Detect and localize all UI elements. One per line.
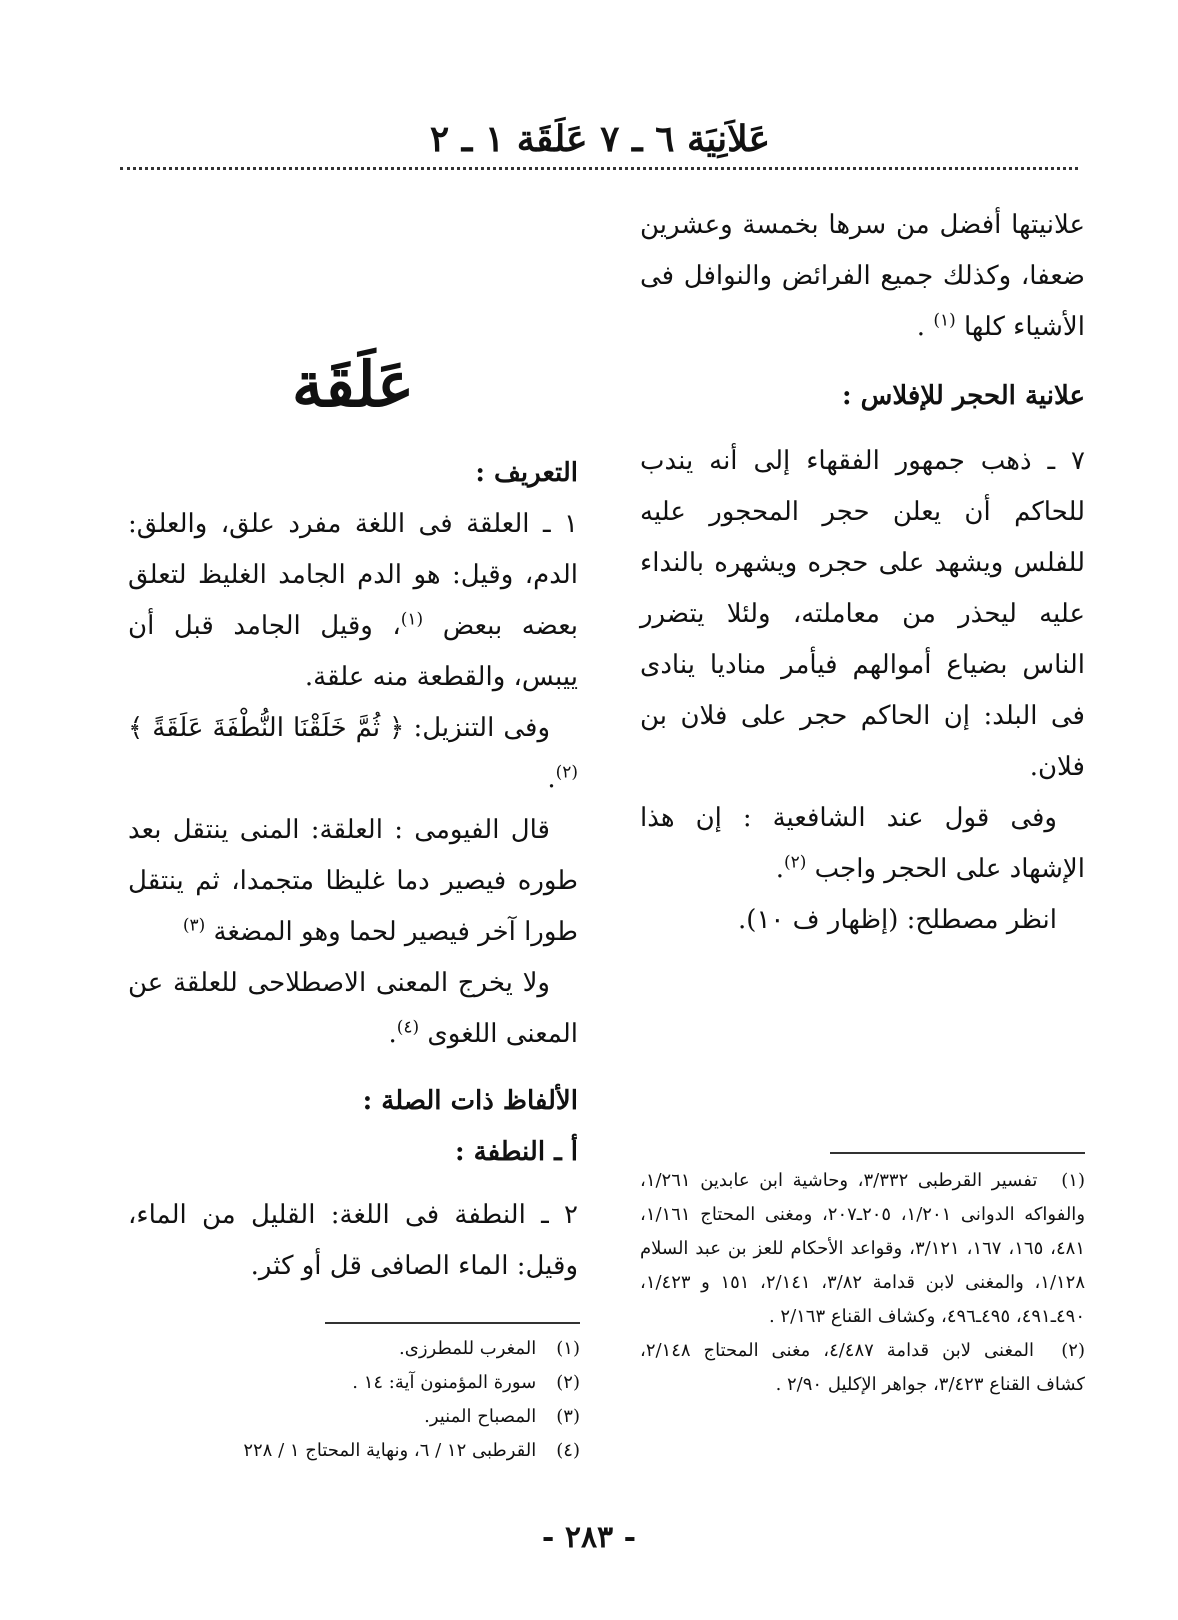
footnote-divider — [830, 1152, 1085, 1154]
running-header: عَلاَنِيَة ٦ ـ ٧ عَلَقَة ١ ـ ٢ — [429, 118, 771, 160]
footnote-ref: (١) — [400, 609, 424, 630]
paragraph-1: ١ ـ العلقة فى اللغة مفرد علق، والعلق: الدم، وقيل: هو الدم الجامد الغليظ لتعلق بعضه ببعض $^{(١)}$، وقيل الجامد قبل أن ييبس، والقطعة منه علقة. — [128, 509, 579, 692]
paragraph-7: ٧ ـ ذهب جمهور الفقهاء إلى أنه يندب للحاكم أن يعلن حجر المحجور عليه للفلس ويشهد على حجره ويشهره بالنداء عليه ليحذر من معاملته، ولئلا يتضرر الناس بضياع أموالهم فيأمر مناديا ينادى فى البلد: إن الحاكم حجر على فلان بن فلان. — [640, 446, 1085, 782]
shafii-paragraph: وفى قول عند الشافعية : إن هذا الإشهاد على الحجر واجب $^{(٢)}$. — [640, 803, 1085, 884]
related-terms-heading: الألفاظ ذات الصلة : — [362, 1086, 578, 1116]
entry-title: عَلَقَة — [291, 348, 415, 421]
footnote-item: (١) تفسير القرطبى ٣/٣٣٢، وحاشية ابن عابدين ١/٢٦١، والفواكه الدوانى ١/٢٠١، ٢٠٥ـ٢٠٧، ومغنى المحتاج ١/١٦١، ٤٨١، ١٦٥، ١٦٧، ٣/١٢١، وقواعد الأحكام للعز بن عبد السلام ١/١٢٨، والمغنى لابن قدامة ٣/٨٢، ٢/١٤١، ١٥١ و ١/٤٢٣، ٤٩٠ـ٤٩١، ٤٩٥ـ٤٩٦، وكشاف القناع ٢/١٦٣ . — [640, 1170, 1086, 1327]
footnote-ref: (٣) — [182, 915, 206, 936]
footnote-item: (٢) المغنى لابن قدامة ٤/٤٨٧، مغنى المحتاج ٢/١٤٨، كشاف القناع ٣/٤٢٣، جواهر الإكليل ٢/٩٠ . — [640, 1340, 1085, 1395]
definition-heading: التعريف : — [475, 458, 578, 488]
istilahi-paragraph: ولا يخرج المعنى الاصطلاحى للعلقة عن المعنى اللغوى $^{(٤)}$. — [128, 968, 578, 1049]
sub-heading-nutfa: أ ـ النطفة : — [454, 1137, 578, 1167]
paragraph-2: ٢ ـ النطفة فى اللغة: القليل من الماء، وقيل: الماء الصافى قل أو كثر. — [128, 1200, 578, 1281]
left-footnotes — [225, 1322, 580, 1468]
footnote-item: (١) المغرب للمطرزى. — [399, 1338, 580, 1359]
footnote-divider — [325, 1322, 580, 1324]
quran-citation: وفى التنزيل: ﴿ ثُمَّ خَلَقْنَا النُّطْفَةَ عَلَقَةً ﴾ $^{(٢)}$. — [128, 713, 578, 794]
see-also-reference: انظر مصطلح: (إظهار ف ١٠). — [738, 905, 1057, 935]
header-dotted-divider — [120, 167, 1078, 170]
footnote-item: (٤) القرطبى ١٢ / ٦، ونهاية المحتاج ١ / ٢٢٨ — [243, 1440, 580, 1461]
footnote-ref: (٢) — [783, 852, 807, 873]
right-column — [640, 200, 1085, 946]
footnote-ref: (٢) — [555, 762, 578, 783]
section-heading-hajr: علانية الحجر للإفلاس : — [842, 381, 1085, 411]
fayyumi-paragraph: قال الفيومى : العلقة: المنى ينتقل بعد طوره فيصير دما غليظا متجمدا، ثم ينتقل طورا آخر فيصير لحما وهو المضغة $^{(٣)}$ — [128, 815, 578, 947]
footnote-ref: (١) — [933, 310, 956, 331]
page-number: - ٢٨٣ - — [541, 1520, 637, 1555]
intro-paragraph: علانيتها أفضل من سرها بخمسة وعشرين ضعفا، وكذلك جميع الفرائض والنوافل فى الأشياء كلها $^{(١)}$ . — [640, 210, 1085, 342]
footnote-ref: (٤) — [396, 1017, 420, 1038]
left-column — [128, 340, 578, 1292]
footnote-item: (٢) سورة المؤمنون آية: ١٤ . — [352, 1372, 580, 1393]
footnote-item: (٣) المصباح المنير. — [424, 1406, 580, 1427]
right-footnotes — [640, 1152, 1085, 1402]
